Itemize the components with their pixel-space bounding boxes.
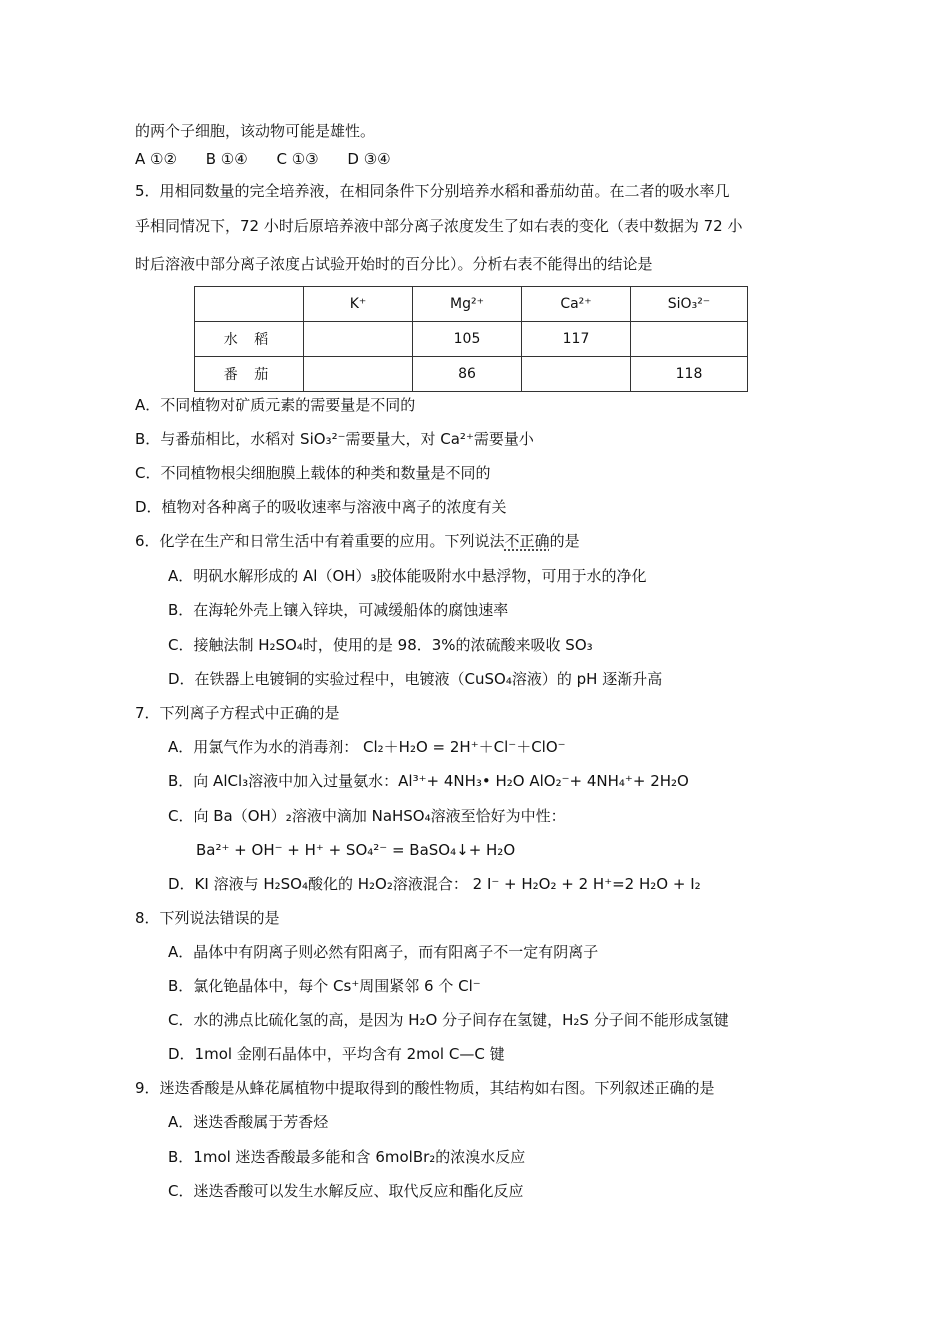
q5-stem-line3: 时后溶液中部分离子浓度占试验开始时的百分比）。分析右表不能得出的结论是	[135, 255, 653, 273]
q5-stem-line1: 5．用相同数量的完全培养液，在相同条件下分别培养水稻和番茄幼苗。在二者的吸水率几	[135, 182, 730, 200]
q7-option-b: B．向 AlCl₃溶液中加入过量氨水：Al³⁺+ 4NH₃• H₂O AlO₂⁻+ 4NH₄⁺+ 2H₂O	[168, 772, 689, 790]
q4-options	[135, 149, 415, 169]
table-row	[195, 322, 748, 357]
q6-option-b: B．在海轮外壳上镶入锌块，可减缓船体的腐蚀速率	[168, 601, 509, 619]
table-row-label: 番 茄	[195, 357, 304, 392]
table-header-cell	[195, 287, 304, 322]
table-row-label: 水 稻	[195, 322, 304, 357]
table-cell	[304, 357, 413, 392]
table-cell	[304, 322, 413, 357]
q5-option-d: D．植物对各种离子的吸收速率与溶液中离子的浓度有关	[135, 498, 507, 516]
q8-stem: 8．下列说法错误的是	[135, 909, 280, 927]
q4-option-b: B ①④	[205, 150, 248, 168]
q9-stem: 9．迷迭香酸是从蜂花属植物中提取得到的酸性物质，其结构如右图。下列叙述正确的是	[135, 1079, 715, 1097]
q5-option-c: C．不同植物根尖细胞膜上载体的种类和数量是不同的	[135, 464, 491, 482]
ion-concentration-table	[194, 286, 748, 392]
q6-option-c: C．接触法制 H₂SO₄时，使用的是 98．3%的浓硫酸来吸收 SO₃	[168, 636, 593, 654]
q6-option-d: D．在铁器上电镀铜的实验过程中，电镀液（CuSO₄溶液）的 pH 逐渐升高	[168, 670, 663, 688]
q4-option-d: D ③④	[347, 150, 391, 168]
table-header-row	[195, 287, 748, 322]
q6-stem-emphasis: 不正确	[504, 532, 550, 550]
q5-stem-line2: 乎相同情况下，72 小时后原培养液中部分离子浓度发生了如右表的变化（表中数据为 72 小	[135, 217, 743, 235]
table-header-cell: K⁺	[304, 287, 413, 322]
q7-option-c-equation: Ba²⁺ + OH⁻ + H⁺ + SO₄²⁻ = BaSO₄↓+ H₂O	[196, 841, 516, 859]
q9-option-a: A．迷迭香酸属于芳香烃	[168, 1113, 329, 1131]
table-cell: 105	[413, 322, 522, 357]
table-row	[195, 357, 748, 392]
q6-stem-c: 的是	[549, 532, 580, 550]
q5-option-b: B．与番茄相比，水稻对 SiO₃²⁻需要量大，对 Ca²⁺需要量小	[135, 430, 534, 448]
q4-option-c: C ①③	[276, 150, 319, 168]
table-cell	[631, 322, 748, 357]
q6-stem	[135, 531, 580, 551]
table-cell	[522, 357, 631, 392]
q7-stem: 7．下列离子方程式中正确的是	[135, 704, 340, 722]
q4-tail-text: 的两个子细胞，该动物可能是雄性。	[135, 122, 376, 140]
table-cell: 117	[522, 322, 631, 357]
table-header-cell: SiO₃²⁻	[631, 287, 748, 322]
q8-option-d: D．1mol 金刚石晶体中，平均含有 2mol C—C 键	[168, 1045, 505, 1063]
q7-option-d: D．KI 溶液与 H₂SO₄酸化的 H₂O₂溶液混合： 2 I⁻ + H₂O₂ + 2 H⁺=2 H₂O + I₂	[168, 875, 701, 893]
q9-option-b: B．1mol 迷迭香酸最多能和含 6molBr₂的浓溴水反应	[168, 1148, 526, 1166]
q6-stem-a: 6．化学在生产和日常生活中有着重要的应用。下列说法	[135, 532, 505, 550]
q8-option-b: B．氯化铯晶体中，每个 Cs⁺周围紧邻 6 个 Cl⁻	[168, 977, 481, 995]
q7-option-a: A．用氯气作为水的消毒剂： Cl₂＋H₂O = 2H⁺＋Cl⁻＋ClO⁻	[168, 738, 566, 756]
table-cell: 118	[631, 357, 748, 392]
table-header-cell: Ca²⁺	[522, 287, 631, 322]
q8-option-c: C．水的沸点比硫化氢的高，是因为 H₂O 分子间存在氢键，H₂S 分子间不能形成氢键	[168, 1011, 729, 1029]
q5-option-a: A．不同植物对矿质元素的需要量是不同的	[135, 396, 416, 414]
q7-option-c: C．向 Ba（OH）₂溶液中滴加 NaHSO₄溶液至恰好为中性：	[168, 807, 566, 825]
q4-option-a: A ①②	[135, 150, 177, 168]
q9-option-c: C．迷迭香酸可以发生水解反应、取代反应和酯化反应	[168, 1182, 524, 1200]
q6-option-a: A．明矾水解形成的 Al（OH）₃胶体能吸附水中悬浮物，可用于水的净化	[168, 567, 647, 585]
q8-option-a: A．晶体中有阴离子则必然有阳离子，而有阳离子不一定有阴离子	[168, 943, 599, 961]
table-cell: 86	[413, 357, 522, 392]
table-header-cell: Mg²⁺	[413, 287, 522, 322]
